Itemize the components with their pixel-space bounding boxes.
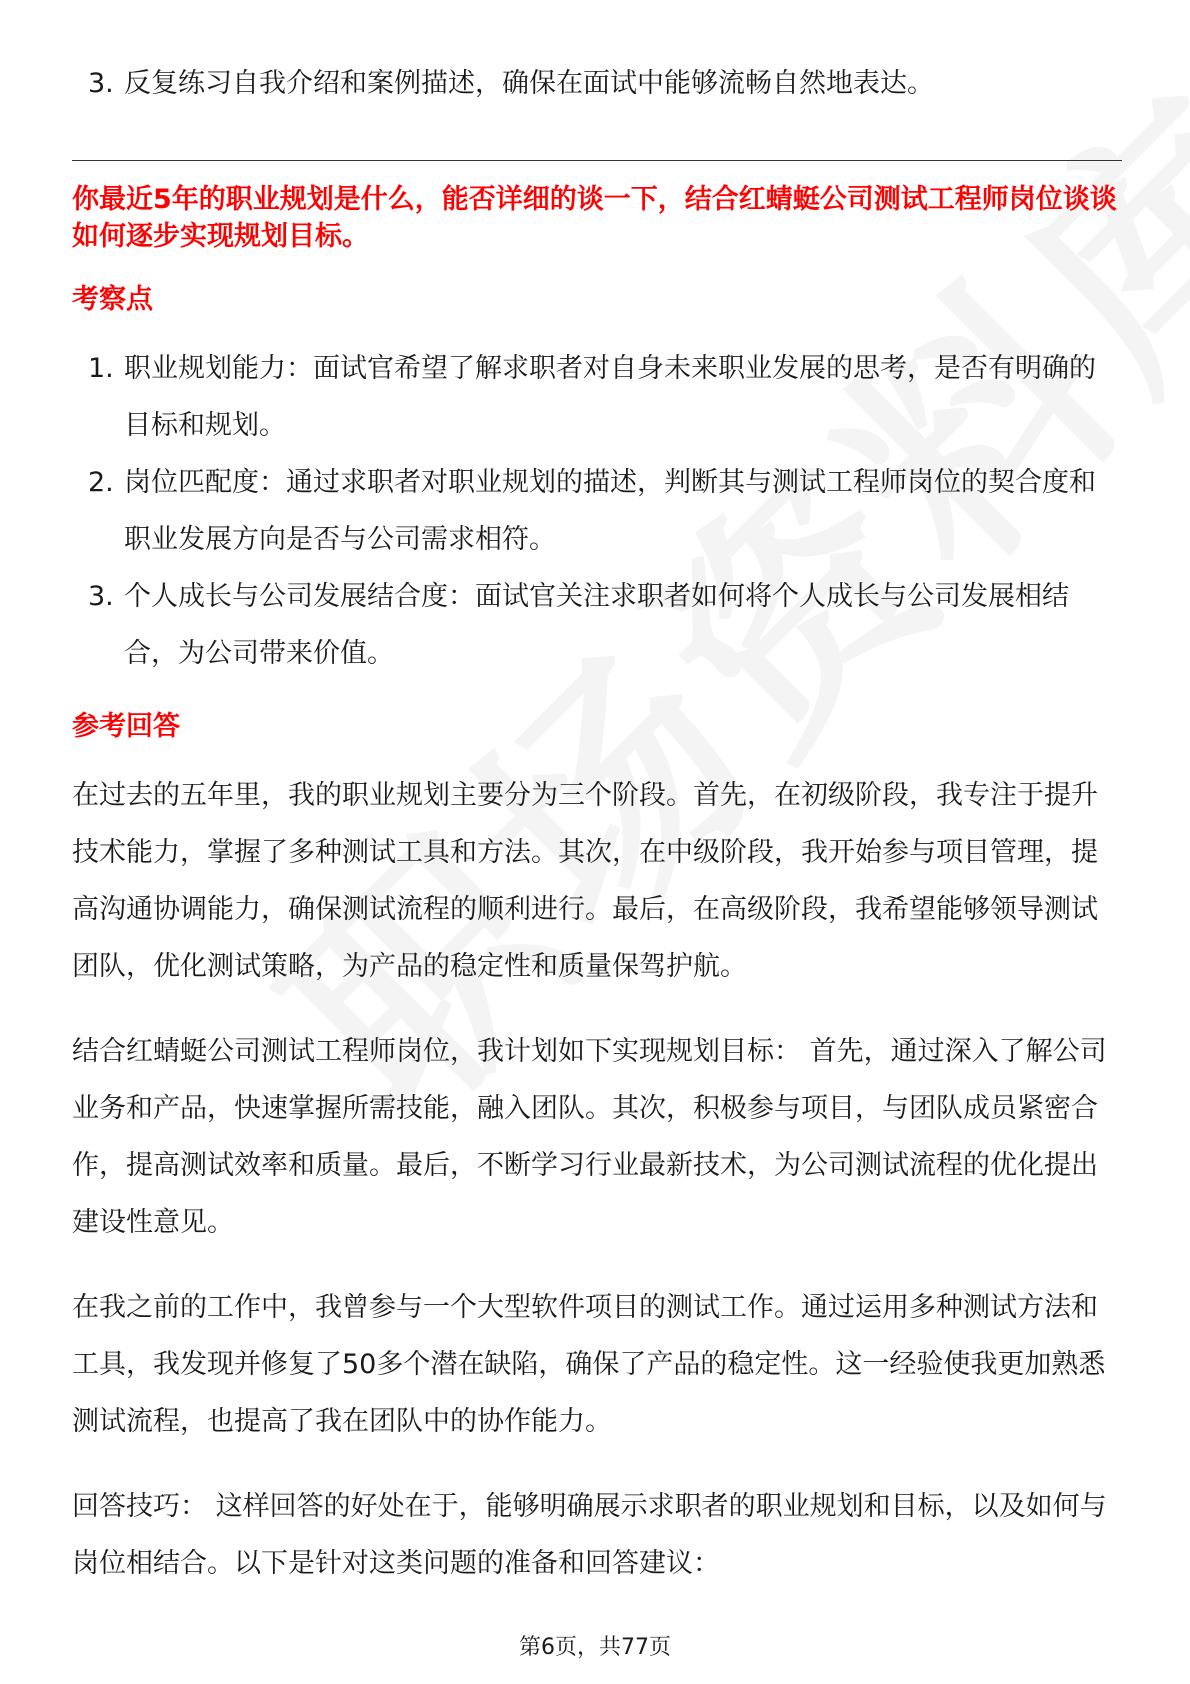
list-item [72,454,1122,568]
list-item-text: 岗位匹配度：通过求职者对职业规划的描述，判断其与测试工程师岗位的契合度和职业发展方向是否与公司需求相符。 [124,467,1096,555]
list-item-number: 1. [88,353,114,384]
reference-answer-heading: 参考回答 [72,711,180,742]
list-item [72,568,1122,682]
page-content [72,0,1122,1592]
list-item-text: 反复练习自我介绍和案例描述，确保在面试中能够流畅自然地表达。 [124,68,934,99]
exam-points-list [72,340,1122,682]
answer-tips-paragraph: 回答技巧： 这样回答的好处在于，能够明确展示求职者的职业规划和目标，以及如何与岗位相结合。以下是针对这类问题的准备和回答建议： [72,1491,1107,1579]
page-number-footer: 第6页，共77页 [519,1635,671,1660]
question-title: 你最近5年的职业规划是什么，能否详细的谈一下，结合红蜻蜓公司测试工程师岗位谈谈如何逐步实现规划目标。 [72,184,1117,252]
list-item-text: 个人成长与公司发展结合度：面试官关注求职者如何将个人成长与公司发展相结合，为公司带来价值。 [124,581,1069,669]
section-divider [72,160,1122,161]
list-item-number: 2. [88,467,114,498]
list-item-number: 3. [88,581,114,612]
exam-points-heading: 考察点 [72,284,153,315]
list-item-number: 3. [88,68,114,99]
answer-paragraph: 在我之前的工作中，我曾参与一个大型软件项目的测试工作。通过运用多种测试方法和工具，我发现并修复了50多个潜在缺陷，确保了产品的稳定性。这一经验使我更加熟悉测试流程，也提高了我在团队中的协作能力。 [72,1292,1106,1437]
list-item-text: 职业规划能力：面试官希望了解求职者对自身未来职业发展的思考，是否有明确的目标和规划。 [124,353,1096,441]
list-item [72,55,1122,112]
answer-paragraph: 结合红蜻蜓公司测试工程师岗位，我计划如下实现规划目标： 首先，通过深入了解公司业务和产品，快速掌握所需技能，融入团队。其次，积极参与项目，与团队成员紧密合作，提高测试效率和质量。最后，不断学习行业最新技术，为公司测试流程的优化提出建设性意见。 [72,1036,1107,1238]
answer-paragraph: 在过去的五年里，我的职业规划主要分为三个阶段。首先，在初级阶段，我专注于提升技术能力，掌握了多种测试工具和方法。其次，在中级阶段，我开始参与项目管理，提高沟通协调能力，确保测试流程的顺利进行。最后，在高级阶段，我希望能够领导测试团队，优化测试策略，为产品的稳定性和质量保驾护航。 [72,780,1098,982]
list-item [72,340,1122,454]
